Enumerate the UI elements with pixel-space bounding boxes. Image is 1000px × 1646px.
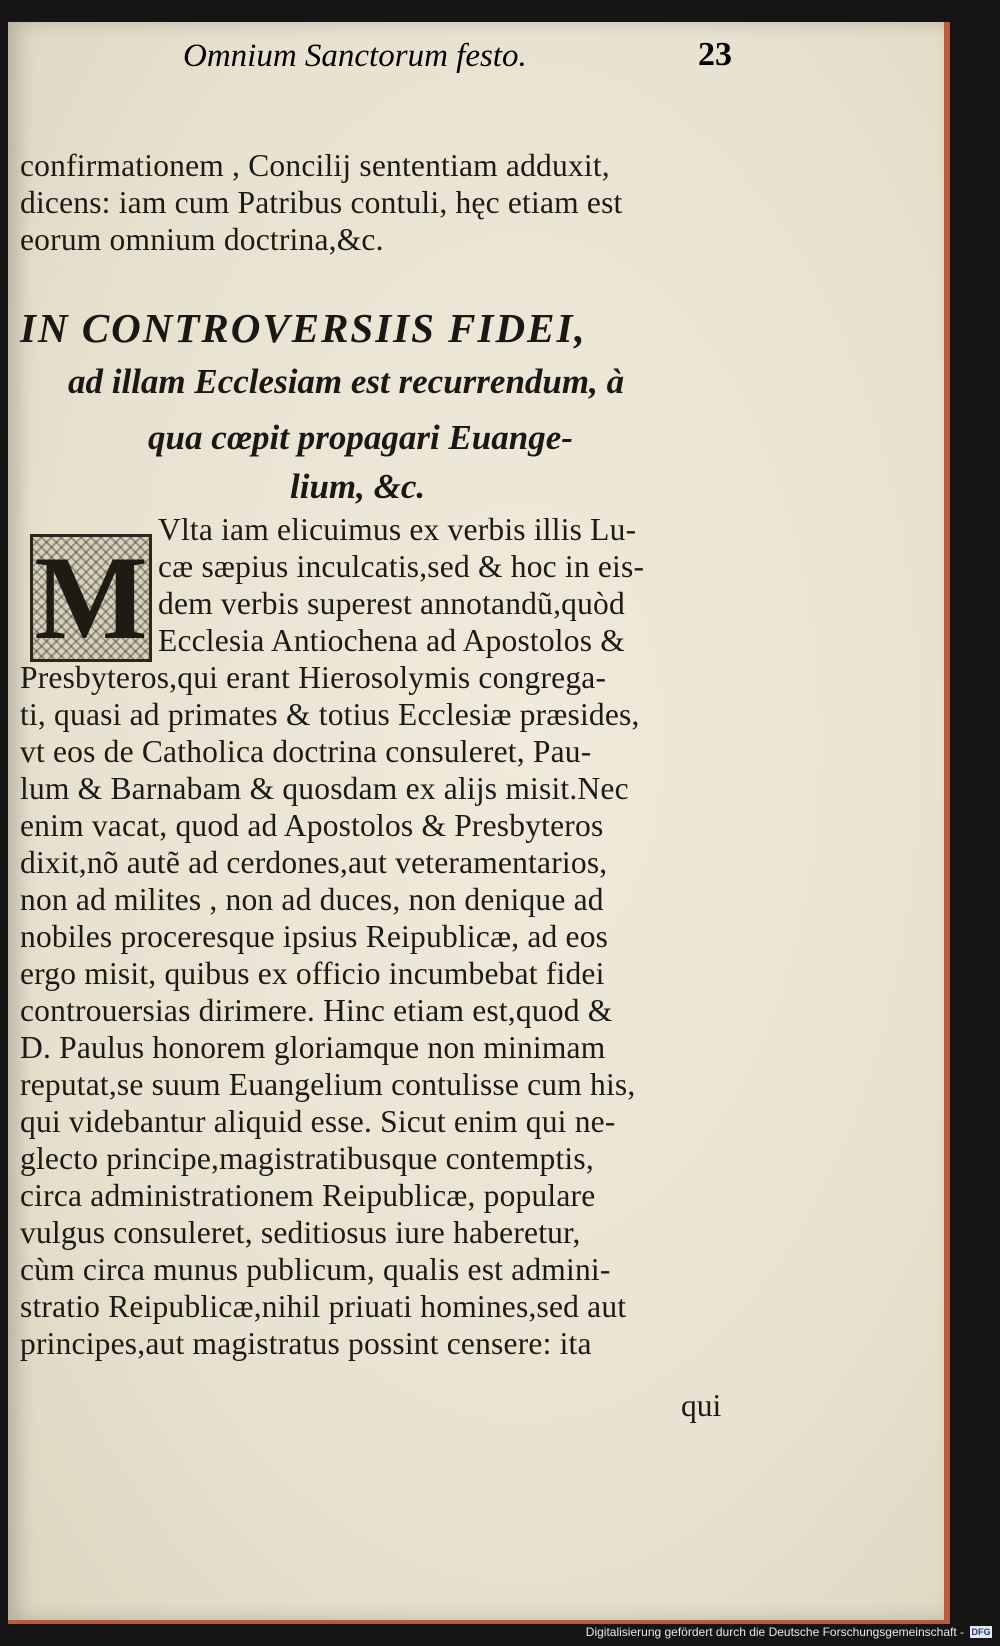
body-line: confirmationem , Concilij sententiam adduxit, — [20, 148, 610, 183]
initial-letter: M — [34, 531, 148, 664]
digitization-footer — [586, 1624, 992, 1640]
body-line: cæ sæpius inculcatis,sed & hoc in eis- — [158, 549, 645, 584]
body-line: eorum omnium doctrina,&c. — [20, 222, 384, 257]
body-line: lum & Barnabam & quosdam ex alijs misit.Nec — [20, 771, 629, 806]
section-heading: IN CONTROVERSIIS FIDEI, — [20, 305, 587, 351]
body-line: Presbyteros,qui erant Hierosolymis congrega- — [20, 660, 607, 695]
body-line: glecto principe,magistratibusque contemptis, — [20, 1141, 594, 1176]
section-heading: ad illam Ecclesiam est recurrendum, à — [68, 362, 625, 401]
section-heading: lium, &c. — [290, 467, 426, 506]
page-paper — [8, 22, 950, 1624]
body-line: vulgus consuleret, seditiosus iure haberetur, — [20, 1215, 581, 1250]
section-heading: qua cœpit propagari Euange- — [148, 418, 573, 457]
body-line: stratio Reipublicæ,nihil priuati homines,sed aut — [20, 1289, 627, 1324]
body-line: ti, quasi ad primates & totius Ecclesiæ præsides, — [20, 697, 640, 732]
body-line: dixit,nõ autẽ ad cerdones,aut veteramentarios, — [20, 845, 608, 880]
body-line: ergo misit, quibus ex officio incumbebat fidei — [20, 956, 605, 991]
body-line: D. Paulus honorem gloriamque non minimam — [20, 1030, 606, 1065]
page-number: 23 — [698, 36, 732, 73]
footer-text: Digitalisierung gefördert durch die Deutsche Forschungsgemeinschaft - — [585, 1625, 964, 1639]
body-line: qui videbantur aliquid esse. Sicut enim qui ne- — [20, 1104, 616, 1139]
dfg-logo: DFG — [971, 1627, 991, 1637]
running-head-title: Omnium Sanctorum festo. — [183, 38, 527, 74]
running-head — [8, 22, 944, 82]
body-line: Ecclesia Antiochena ad Apostolos & — [158, 623, 625, 658]
body-line: dicens: iam cum Patribus contuli, hęc etiam est — [20, 185, 623, 220]
body-line: non ad milites , non ad duces, non denique ad — [20, 882, 604, 917]
body-line: nobiles proceresque ipsius Reipublicæ, ad eos — [20, 919, 609, 954]
body-line: Vlta iam elicuimus ex verbis illis Lu- — [158, 512, 637, 547]
body-line: reputat,se suum Euangelium contulisse cum his, — [20, 1067, 636, 1102]
body-line: enim vacat, quod ad Apostolos & Presbyteros — [20, 808, 604, 843]
body-line: dem verbis superest annotandũ,quòd — [158, 586, 625, 621]
decorated-initial — [30, 531, 152, 664]
body-line: cùm circa munus publicum, qualis est admini- — [20, 1252, 611, 1287]
body-line: principes,aut magistratus possint censere: ita — [20, 1326, 592, 1361]
body-line: controuersias dirimere. Hinc etiam est,quod & — [20, 993, 613, 1028]
body-line: circa administrationem Reipublicæ, populare — [20, 1178, 596, 1213]
catchword: qui — [681, 1388, 722, 1423]
body-line: vt eos de Catholica doctrina consuleret, Pau- — [20, 734, 592, 769]
